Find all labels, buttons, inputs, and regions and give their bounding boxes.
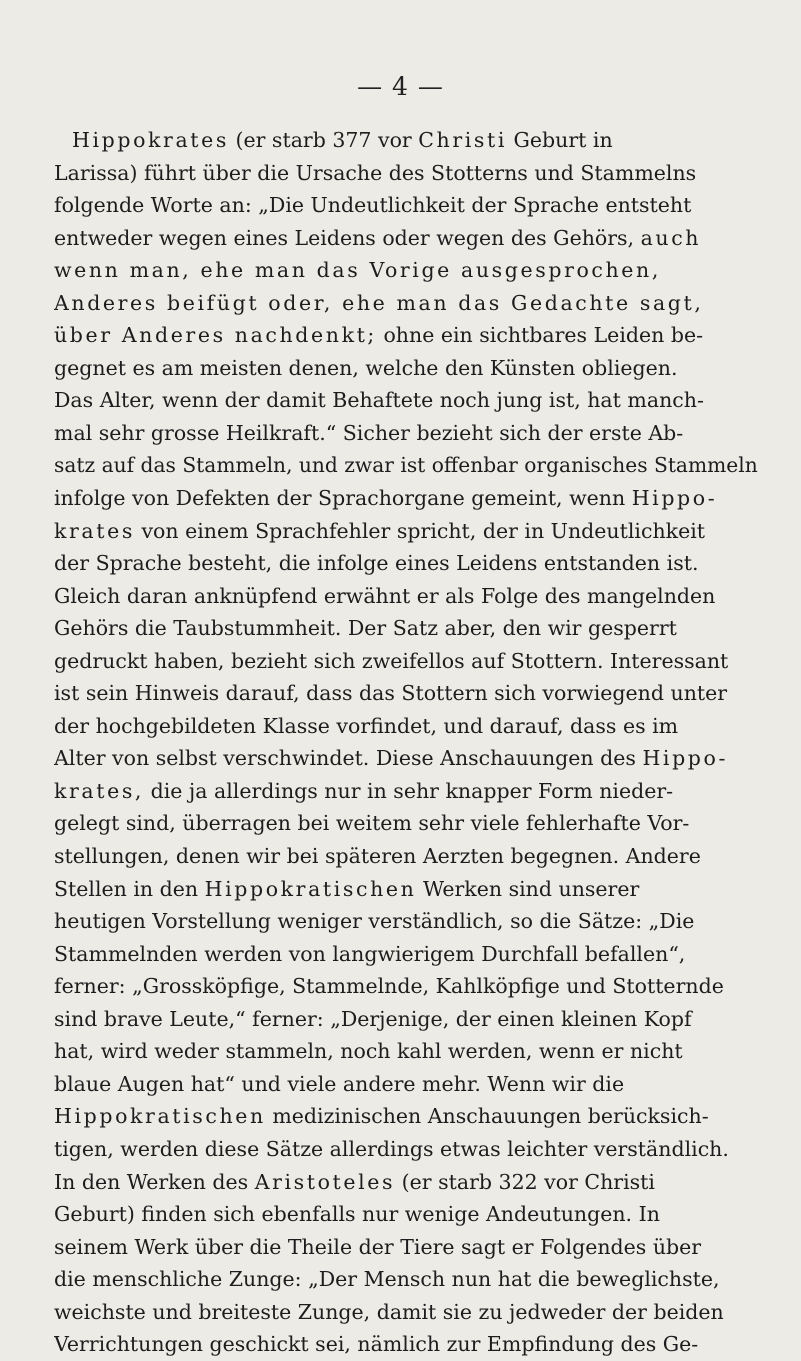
text-run: der Sprache besteht, die infolge eines Leidens entstanden ist.: [54, 551, 699, 576]
text-run: In den Werken des: [54, 1169, 255, 1194]
text-line: [54, 287, 758, 320]
text-run: entweder wegen eines Leidens oder wegen des Gehörs,: [54, 225, 641, 250]
text-run: mal sehr grosse Heilkraft.“ Sicher bezieht sich der erste Ab-: [54, 420, 684, 445]
text-run: ohne ein sichtbares Leiden be-: [376, 323, 704, 348]
text-run: stellungen, denen wir bei späteren Aerzten begegnen. Andere: [54, 844, 701, 869]
text-line: [54, 417, 758, 450]
text-line: [54, 905, 758, 938]
text-line: [54, 612, 758, 645]
spaced-name: Hippokrates: [72, 128, 229, 152]
spaced-name: Hippokratischen: [54, 1104, 266, 1129]
text-line: [54, 482, 758, 515]
text-run: hat, wird weder stammeln, noch kahl werden, wenn er nicht: [54, 1039, 683, 1064]
text-run: Geburt) finden sich ebenfalls nur wenige Andeutungen. In: [54, 1202, 660, 1227]
page-number: — 4 —: [357, 72, 444, 101]
text-line: [54, 1003, 758, 1036]
spaced-name: wenn man, ehe man das Vorige ausgesprochen,: [54, 258, 661, 283]
text-line: [54, 124, 758, 157]
spaced-name: krates: [54, 518, 135, 543]
text-line: [54, 742, 758, 775]
text-run: ferner: „Grossköpfige, Stammelnde, Kahlköpfige und Stotternde: [54, 974, 724, 999]
text-run: Verrichtungen geschickt sei, nämlich zur Empfindung des Ge-: [54, 1332, 699, 1357]
text-line: [54, 515, 758, 548]
text-line: [54, 1198, 758, 1231]
text-run: heutigen Vorstellung weniger verständlich, so die Sätze: „Die: [54, 909, 695, 934]
text-run: seinem Werk über die Theile der Tiere sagt er Folgendes über: [54, 1234, 702, 1259]
text-line: [54, 1231, 758, 1264]
text-line: [54, 222, 758, 255]
text-line: [54, 1296, 758, 1329]
text-line: [54, 1263, 758, 1296]
spaced-name: krates,: [54, 778, 145, 803]
text-line: [54, 645, 758, 678]
text-run: die ja allerdings nur in sehr knapper Form nieder-: [144, 778, 674, 803]
text-run: (er starb 322 vor Christi: [395, 1169, 655, 1194]
text-line: [54, 807, 758, 840]
text-line: [54, 1166, 758, 1199]
spaced-name: Anderes beifügt oder, ehe man das Gedachte sagt,: [54, 290, 704, 315]
text-run: der hochgebildeten Klasse vorfindet, und darauf, dass es im: [54, 713, 679, 738]
text-line: [54, 710, 758, 743]
spaced-name: auch: [640, 225, 702, 250]
text-line: [54, 254, 758, 287]
body-text: [54, 124, 758, 1361]
text-line: [54, 1068, 758, 1101]
spaced-name: Christi: [418, 128, 507, 152]
text-run: folgende Worte an: „Die Undeutlichkeit der Sprache entsteht: [54, 193, 692, 218]
text-run: Geburt in: [507, 128, 613, 152]
text-line: [54, 1133, 758, 1166]
text-run: Larissa) führt über die Ursache des Stotterns und Stammelns: [54, 160, 697, 185]
text-run: infolge von Defekten der Sprachorgane gemeint, wenn: [54, 486, 632, 511]
spaced-name: Hippo-: [642, 746, 729, 771]
text-run: gelegt sind, überragen bei weitem sehr viele fehlerhafte Vor-: [54, 811, 690, 836]
text-run: Das Alter, wenn der damit Behaftete noch jung ist, hat manch-: [54, 388, 704, 413]
text-line: [54, 384, 758, 417]
text-line: [54, 677, 758, 710]
text-run: weichste und breiteste Zunge, damit sie zu jedweder der beiden: [54, 1299, 724, 1324]
text-run: medizinischen Anschauungen berücksich-: [265, 1104, 709, 1129]
text-line: [54, 1100, 758, 1133]
text-run: Stellen in den: [54, 876, 205, 901]
text-line: [54, 1035, 758, 1068]
text-run: tigen, werden diese Sätze allerdings etwas leichter verständlich.: [54, 1136, 729, 1161]
text-line: [54, 352, 758, 385]
text-line: [54, 1328, 758, 1361]
text-run: Gleich daran anknüpfend erwähnt er als Folge des mangelnden: [54, 583, 716, 608]
text-line: [54, 970, 758, 1003]
text-line: [54, 189, 758, 222]
text-run: satz auf das Stammeln, und zwar ist offenbar organisches Stammeln: [54, 453, 758, 478]
text-run: blaue Augen hat“ und viele andere mehr. Wenn wir die: [54, 1071, 625, 1096]
text-line: [54, 840, 758, 873]
spaced-name: Aristoteles: [254, 1169, 396, 1194]
text-line: [54, 938, 758, 971]
text-line: [54, 873, 758, 906]
text-line: [54, 580, 758, 613]
text-run: die menschliche Zunge: „Der Mensch nun hat die beweglichste,: [54, 1267, 720, 1292]
text-run: Gehörs die Taubstummheit. Der Satz aber, den wir gesperrt: [54, 616, 677, 641]
text-run: von einem Sprachfehler spricht, der in Undeutlichkeit: [134, 518, 705, 543]
text-line: [54, 319, 758, 352]
text-run: Alter von selbst verschwindet. Diese Anschauungen des: [54, 746, 643, 771]
spaced-name: über Anderes nachdenkt;: [54, 323, 377, 348]
text-line: [54, 157, 758, 190]
text-run: ist sein Hinweis darauf, dass das Stottern sich vorwiegend unter: [54, 681, 728, 706]
text-line: [54, 775, 758, 808]
text-line: [54, 449, 758, 482]
spaced-name: Hippokratischen: [204, 876, 417, 901]
spaced-name: Hippo-: [631, 486, 718, 511]
text-run: gegnet es am meisten denen, welche den Künsten obliegen.: [54, 355, 678, 380]
text-run: gedruckt haben, bezieht sich zweifellos auf Stottern. Interessant: [54, 648, 729, 673]
text-run: Stammelnden werden von langwierigem Durchfall befallen“,: [54, 941, 686, 966]
text-line: [54, 547, 758, 580]
text-run: sind brave Leute,“ ferner: „Derjenige, der einen kleinen Kopf: [54, 1006, 692, 1031]
text-run: Werken sind unserer: [416, 876, 640, 901]
text-run: (er starb 377 vor: [228, 128, 419, 152]
